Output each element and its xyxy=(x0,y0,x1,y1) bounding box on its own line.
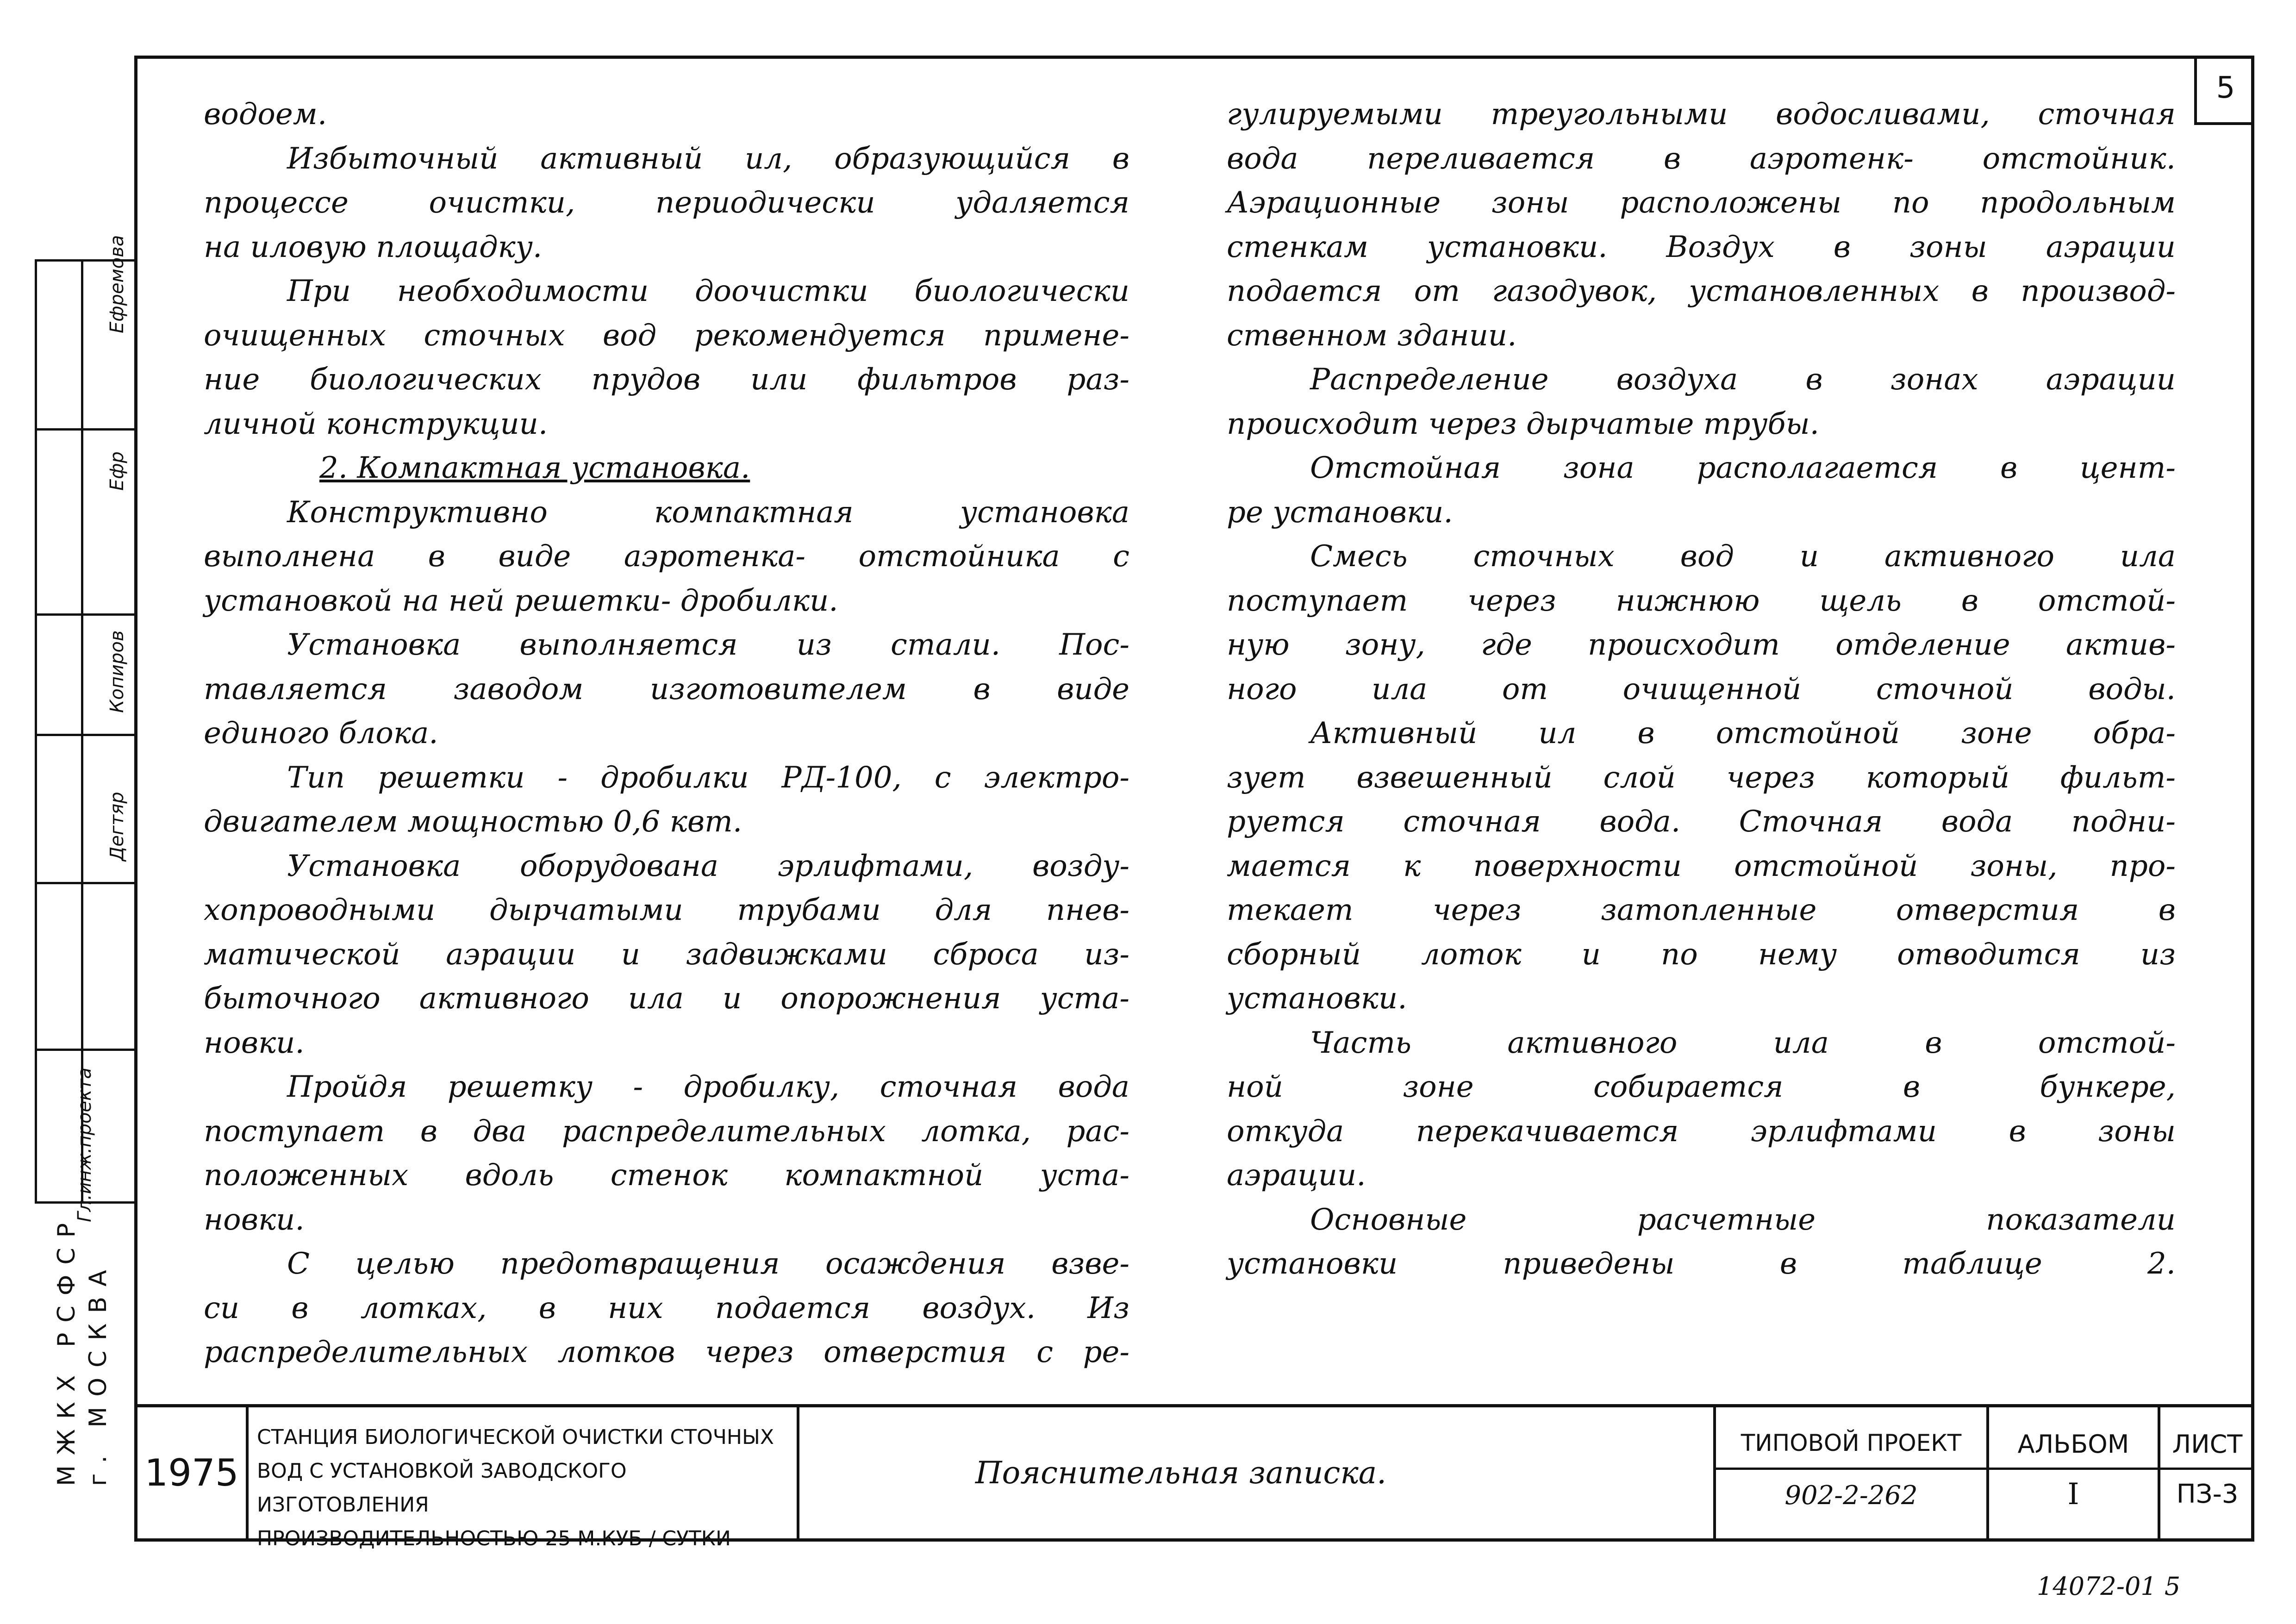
text-line: ную зону, где происходит отделение актив- xyxy=(1227,628,2176,662)
organization-line-1: МЖКХ РСФСР xyxy=(53,1212,81,1486)
text-line: происходит через дырчатые трубы. xyxy=(1227,406,1819,441)
text-line: быточного активного ила и опорожнения уста- xyxy=(204,981,1129,1016)
text-line: установки. xyxy=(1227,981,1407,1016)
sheet-code: ПЗ-3 xyxy=(2176,1479,2239,1509)
text-line: аэрации. xyxy=(1227,1158,1366,1193)
text-line: С целью предотвращения осаждения взве- xyxy=(287,1247,1129,1281)
sheet-label: ЛИСТ xyxy=(2172,1430,2243,1459)
sheet-cell xyxy=(2160,1407,2254,1538)
text-line: откуда перекачивается эрлифтами в зоны xyxy=(1227,1114,2176,1149)
side-signature-box xyxy=(35,259,134,1204)
text-line: Аэрационные зоны расположены по продольным xyxy=(1227,186,2176,220)
text-line: поступает через нижнюю щель в отстой- xyxy=(1227,583,2176,618)
signature-efr: Ефр xyxy=(106,451,128,491)
project-name-line-3: ПРОИЗВОДИТЕЛЬНОСТЬЮ 25 М.КУБ / СУТКИ xyxy=(257,1527,731,1550)
text-line: си в лотках, в них подается воздух. Из xyxy=(204,1291,1129,1325)
text-line: ние биологических прудов или фильтров раз- xyxy=(204,362,1129,397)
organization-stamp xyxy=(51,1213,114,1486)
project-name-line-2: ВОД С УСТАНОВКОЙ ЗАВОДСКОГО ИЗГОТОВЛЕНИЯ xyxy=(257,1459,627,1517)
album-cell xyxy=(1989,1407,2160,1538)
text-line: личной конструкции. xyxy=(204,406,548,441)
text-line: поступает в два распределительных лотка, рас- xyxy=(204,1114,1129,1149)
text-line: очищенных сточных вод рекомендуется примене- xyxy=(204,318,1129,353)
text-line: единого блока. xyxy=(204,716,438,750)
text-line: зует взвешенный слой через который фильт- xyxy=(1227,760,2176,795)
signature-chief-engineer: Гл.инж.проекта xyxy=(74,1067,95,1222)
section-heading: 2. Компактная установка. xyxy=(319,451,750,485)
text-line: ре установки. xyxy=(1227,495,1453,530)
text-line: ной зоне собирается в бункере, xyxy=(1227,1070,2176,1104)
text-line: подается от газодувок, установленных в производ- xyxy=(1227,274,2176,308)
album-number: I xyxy=(2067,1477,2079,1512)
footer-code: 14072-01 5 xyxy=(2037,1572,2181,1601)
text-line: распределительных лотков через отверстия с ре- xyxy=(204,1335,1129,1369)
text-line: матической аэрации и задвижками сброса из- xyxy=(204,937,1129,972)
text-line: Установка оборудована эрлифтами, возду- xyxy=(287,849,1129,883)
text-line: водоем. xyxy=(204,97,327,131)
text-line: сборный лоток и по нему отводится из xyxy=(1227,937,2176,972)
text-line: выполнена в виде аэротенка- отстойника с xyxy=(204,539,1129,574)
text-line: При необходимости доочистки биологически xyxy=(287,274,1129,308)
text-line: установкой на ней решетки- дробилки. xyxy=(204,583,838,618)
typical-project-cell xyxy=(1716,1407,1989,1538)
text-line: мается к поверхности отстойной зоны, про- xyxy=(1227,849,2176,883)
text-line: новки. xyxy=(204,1202,305,1237)
typical-project-label: ТИПОВОЙ ПРОЕКТ xyxy=(1741,1430,1962,1456)
text-line: установки приведены в таблице 2. xyxy=(1227,1247,2176,1281)
text-line: Смесь сточных вод и активного ила xyxy=(1310,539,2176,574)
signature-kopirov: Копиров xyxy=(106,630,128,713)
text-line: на иловую площадку. xyxy=(204,230,543,264)
text-line: руется сточная вода. Сточная вода подни- xyxy=(1227,805,2176,839)
signature-efremova: Ефремова xyxy=(106,235,128,333)
text-line: процессе очистки, периодически удаляется xyxy=(204,186,1129,220)
title-block xyxy=(134,1407,2254,1550)
text-line: Тип решетки - дробилки РД-100, с электро- xyxy=(287,760,1129,795)
document-title: Пояснительная записка. xyxy=(975,1455,1387,1491)
organization-line-2: г. МОСКВА xyxy=(84,1260,112,1486)
text-line: Установка выполняется из стали. Пос- xyxy=(287,628,1129,662)
text-line: положенных вдоль стенок компактной уста- xyxy=(204,1158,1129,1193)
sheet-number: 5 xyxy=(2194,56,2254,125)
text-line: стенкам установки. Воздух в зоны аэрации xyxy=(1227,230,2176,264)
project-name-line-1: СТАНЦИЯ БИОЛОГИЧЕСКОЙ ОЧИСТКИ СТОЧНЫХ xyxy=(257,1425,774,1449)
text-line: двигателем мощностью 0,6 квт. xyxy=(204,805,742,839)
signature-degtyar: Дегтяр xyxy=(106,792,128,861)
right-column xyxy=(1227,93,2176,1287)
text-line: Избыточный активный ил, образующийся в xyxy=(287,141,1129,176)
text-line: ственном здании. xyxy=(1227,318,1517,353)
text-line: текает через затопленные отверстия в xyxy=(1227,893,2176,927)
year-cell xyxy=(137,1407,249,1538)
year: 1975 xyxy=(144,1451,239,1494)
text-line: Конструктивно компактная установка xyxy=(287,495,1129,530)
typical-project-number: 902-2-262 xyxy=(1784,1480,1918,1511)
text-line: новки. xyxy=(204,1025,305,1060)
text-line: Распределение воздуха в зонах аэрации xyxy=(1310,362,2176,397)
text-line: ного ила от очищенной сточной воды. xyxy=(1227,672,2176,706)
text-line: Отстойная зона располагается в цент- xyxy=(1310,451,2176,485)
project-name-cell xyxy=(249,1407,799,1550)
text-line: Пройдя решетку - дробилку, сточная вода xyxy=(287,1070,1129,1104)
text-line: гулируемыми треугольными водосливами, сточная xyxy=(1227,97,2176,131)
text-line: хопроводными дырчатыми трубами для пнев- xyxy=(204,893,1129,927)
text-line: тавляется заводом изготовителем в виде xyxy=(204,672,1129,706)
text-line: Основные расчетные показатели xyxy=(1310,1202,2176,1237)
left-column xyxy=(204,93,1129,1375)
text-line: вода переливается в аэротенк- отстойник. xyxy=(1227,141,2176,176)
album-label: АЛЬБОМ xyxy=(2017,1430,2129,1459)
text-line: Часть активного ила в отстой- xyxy=(1310,1025,2176,1060)
text-line: Активный ил в отстойной зоне обра- xyxy=(1310,716,2176,750)
document-cell xyxy=(799,1407,1716,1538)
